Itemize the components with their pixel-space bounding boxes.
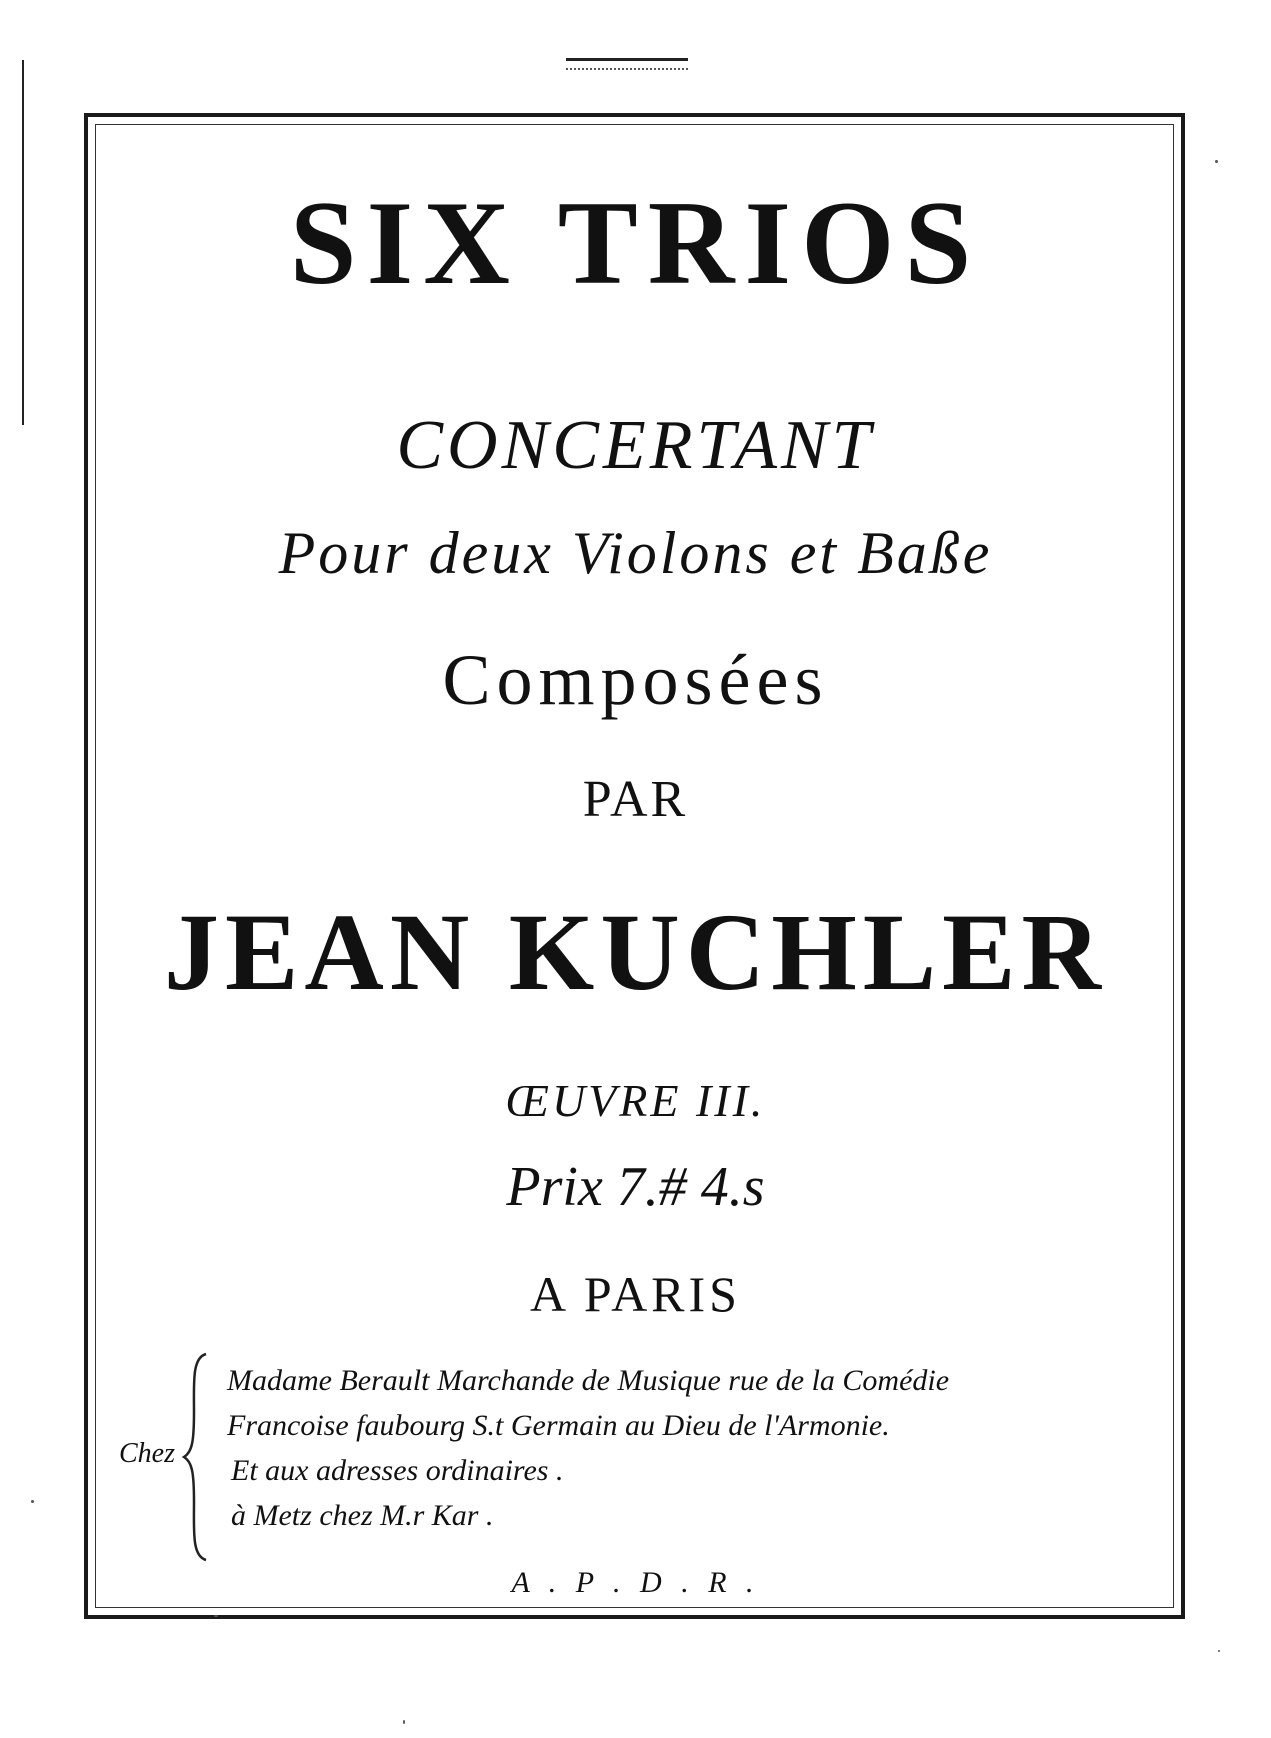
- scan-speck: [403, 1720, 405, 1724]
- address-line: Et aux adresses ordinaires .: [231, 1454, 564, 1487]
- address-line: à Metz chez M.r Kar .: [231, 1499, 494, 1532]
- opus-number: ŒUVRE III.: [505, 1075, 766, 1126]
- scan-speck: [1218, 1650, 1220, 1652]
- address-line: Francoise faubourg S.t Germain au Dieu de l'Armonie.: [227, 1409, 890, 1442]
- composer-name: JEAN KUCHLER: [164, 891, 1107, 1013]
- instrumentation: Pour deux Violons et Baße: [278, 520, 993, 586]
- scan-speck: [214, 1615, 218, 1617]
- scan-speck: [1215, 160, 1218, 163]
- royal-privilege: A . P . D . R .: [511, 1566, 760, 1599]
- subtitle: CONCERTANT: [396, 407, 875, 484]
- address-line: Madame Berault Marchande de Musique rue de la Comédie: [227, 1364, 950, 1397]
- scan-speck: [31, 1500, 34, 1503]
- price: Prix 7.# 4.s: [506, 1156, 765, 1218]
- curly-brace-icon: [180, 1352, 210, 1562]
- chez-label: Chez: [119, 1438, 175, 1469]
- city: A PARIS: [530, 1266, 741, 1322]
- composed-label: Composées: [442, 640, 829, 720]
- by-label: PAR: [582, 771, 689, 828]
- top-page-mark: [566, 58, 688, 70]
- publisher-address-list: [227, 1358, 949, 1538]
- title: SIX TRIOS: [289, 176, 982, 309]
